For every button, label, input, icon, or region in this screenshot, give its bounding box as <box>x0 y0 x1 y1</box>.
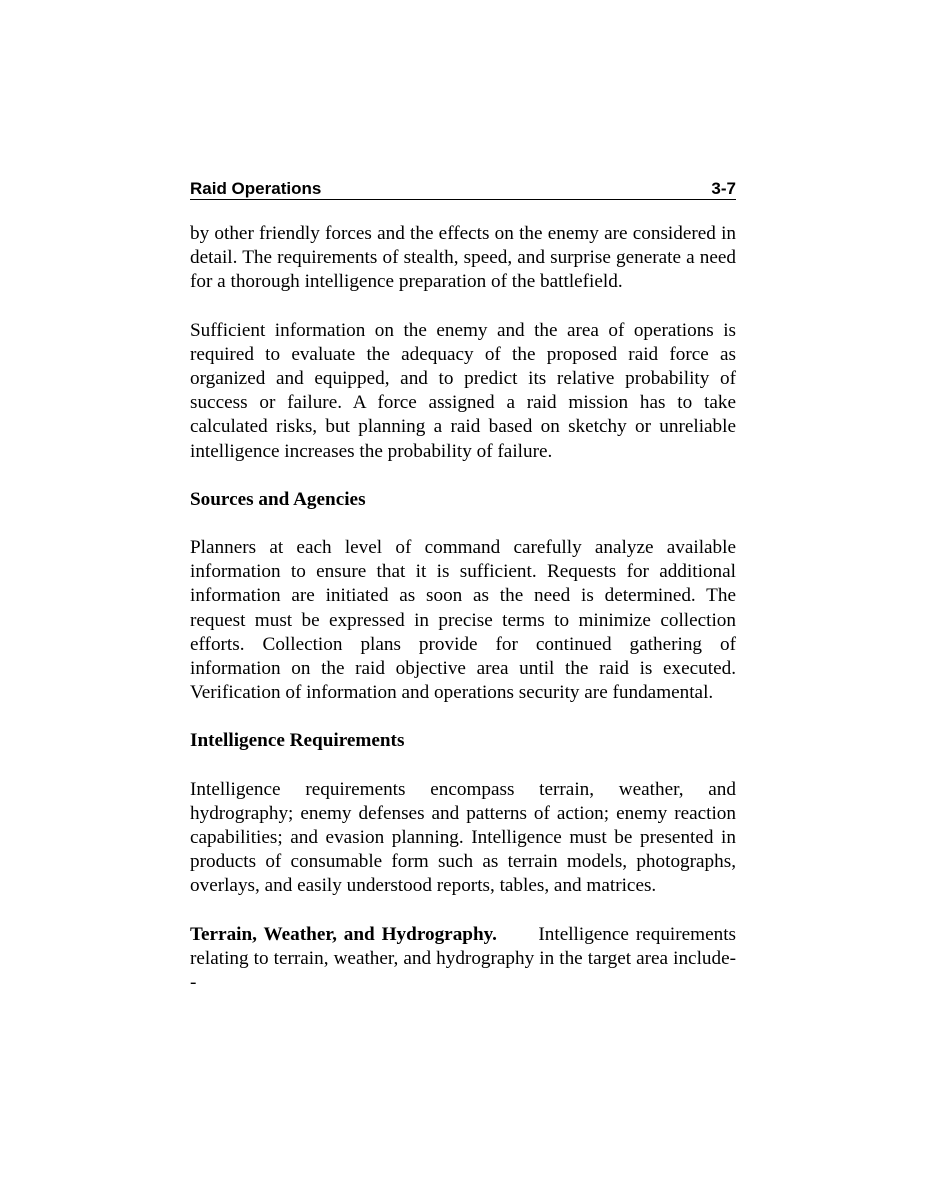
section-title: Raid Operations <box>190 179 322 198</box>
run-in-heading-terrain: Terrain, Weather, and Hydrography. <box>190 923 497 945</box>
paragraph-planners: Planners at each level of command carefully analyze available information to ensure that it is sufficient. Requests for additional information are initiated as soon as the need is determined. The request must be expressed in precise terms to minimize collection efforts. Collection plans provide for continued gathering of information on the raid objective area until the raid is executed. Verification of information and operations security are fundamental. <box>190 537 736 704</box>
running-header <box>190 178 736 200</box>
heading-sources-and-agencies: Sources and Agencies <box>190 488 366 510</box>
paragraph-intelligence-preparation: by other friendly forces and the effects on the enemy are considered in detail. The requirements of stealth, speed, and surprise generate a need for a thorough intelligence preparation of the battlefield. <box>190 223 736 293</box>
page-number: 3-7 <box>711 179 736 198</box>
paragraph-intelligence-requirements: Intelligence requirements encompass terrain, weather, and hydrography; enemy defenses and patterns of action; enemy reaction capabilities; and evasion planning. Intelligence must be presented in products of consumable form such as terrain models, photographs, overlays, and easily understood reports, tables, and matrices. <box>190 778 736 897</box>
paragraph-sufficient-information: Sufficient information on the enemy and the area of operations is required to evaluate the adequacy of the proposed raid force as organized and equipped, and to predict its relative probability of success or failure. A force assigned a raid mission has to take calculated risks, but planning a raid based on sketchy or unreliable intelligence increases the probability of failure. <box>190 319 736 462</box>
document-page <box>190 178 736 995</box>
paragraph-terrain-text: Intelligence requirements relating to terrain, weather, and hydrography in the target area include-- <box>190 923 736 994</box>
paragraph-terrain-weather-hydrography <box>190 923 736 996</box>
heading-intelligence-requirements: Intelligence Requirements <box>190 730 405 752</box>
